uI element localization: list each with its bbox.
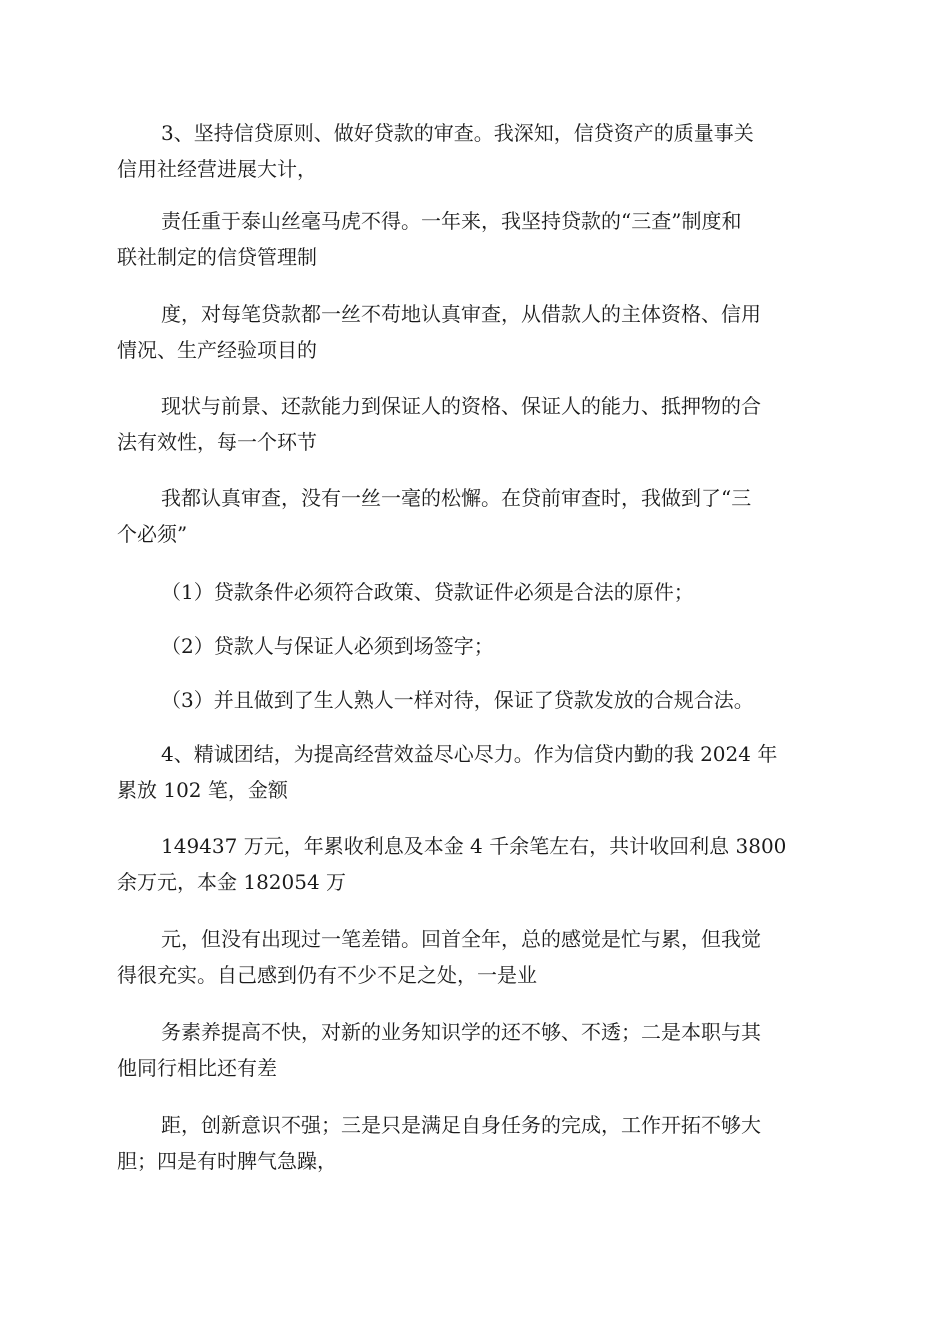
paragraph-line: 余万元，本金 182054 万 xyxy=(117,870,347,894)
paragraph-line: 务素养提高不快，对新的业务知识学的还不够、不透；二是本职与其 xyxy=(161,1020,761,1044)
paragraph-line: 情况、生产经验项目的 xyxy=(117,338,317,362)
paragraph-10 xyxy=(117,1107,837,1179)
paragraph-9 xyxy=(117,1014,837,1086)
paragraph-3 xyxy=(117,296,837,368)
paragraph-line: 度，对每笔贷款都一丝不苟地认真审查，从借款人的主体资格、信用 xyxy=(161,302,761,326)
paragraph-line: 他同行相比还有差 xyxy=(117,1056,277,1080)
paragraph-line: 我都认真审查，没有一丝一毫的松懈。在贷前审查时，我做到了“三 xyxy=(161,486,752,510)
list-item-1: （1）贷款条件必须符合政策、贷款证件必须是合法的原件； xyxy=(161,580,694,604)
paragraph-line: 责任重于泰山丝毫马虎不得。一年来，我坚持贷款的“三查”制度和 xyxy=(161,209,742,233)
paragraph-line: 个必须” xyxy=(117,522,188,546)
paragraph-7 xyxy=(117,828,837,900)
paragraph-1 xyxy=(117,115,837,187)
paragraph-line: 信用社经营进展大计， xyxy=(117,157,317,181)
paragraph-line: 法有效性，每一个环节 xyxy=(117,430,317,454)
paragraph-6 xyxy=(117,736,837,808)
paragraph-line: 得很充实。自己感到仍有不少不足之处，一是业 xyxy=(117,963,537,987)
paragraph-line: 元，但没有出现过一笔差错。回首全年，总的感觉是忙与累，但我觉 xyxy=(161,927,761,951)
list-item-3: （3）并且做到了生人熟人一样对待，保证了贷款发放的合规合法。 xyxy=(161,688,754,712)
paragraph-2 xyxy=(117,203,837,275)
paragraph-4 xyxy=(117,388,837,460)
paragraph-line: 距，创新意识不强；三是只是满足自身任务的完成，工作开拓不够大 xyxy=(161,1113,761,1137)
paragraph-line: 累放 102 笔，金额 xyxy=(117,778,288,802)
paragraph-line: 现状与前景、还款能力到保证人的资格、保证人的能力、抵押物的合 xyxy=(161,394,761,418)
paragraph-5 xyxy=(117,480,837,552)
paragraph-line: 149437 万元，年累收利息及本金 4 千余笔左右，共计收回利息 3800 xyxy=(161,834,787,858)
paragraph-line: 4、精诚团结，为提高经营效益尽心尽力。作为信贷内勤的我 2024 年 xyxy=(161,742,778,766)
list-item-2: （2）贷款人与保证人必须到场签字； xyxy=(161,634,494,658)
paragraph-line: 联社制定的信贷管理制 xyxy=(117,245,317,269)
paragraph-line: 胆；四是有时脾气急躁， xyxy=(117,1149,337,1173)
paragraph-8 xyxy=(117,921,837,993)
paragraph-line: 3、坚持信贷原则、做好贷款的审查。我深知，信贷资产的质量事关 xyxy=(161,121,754,145)
